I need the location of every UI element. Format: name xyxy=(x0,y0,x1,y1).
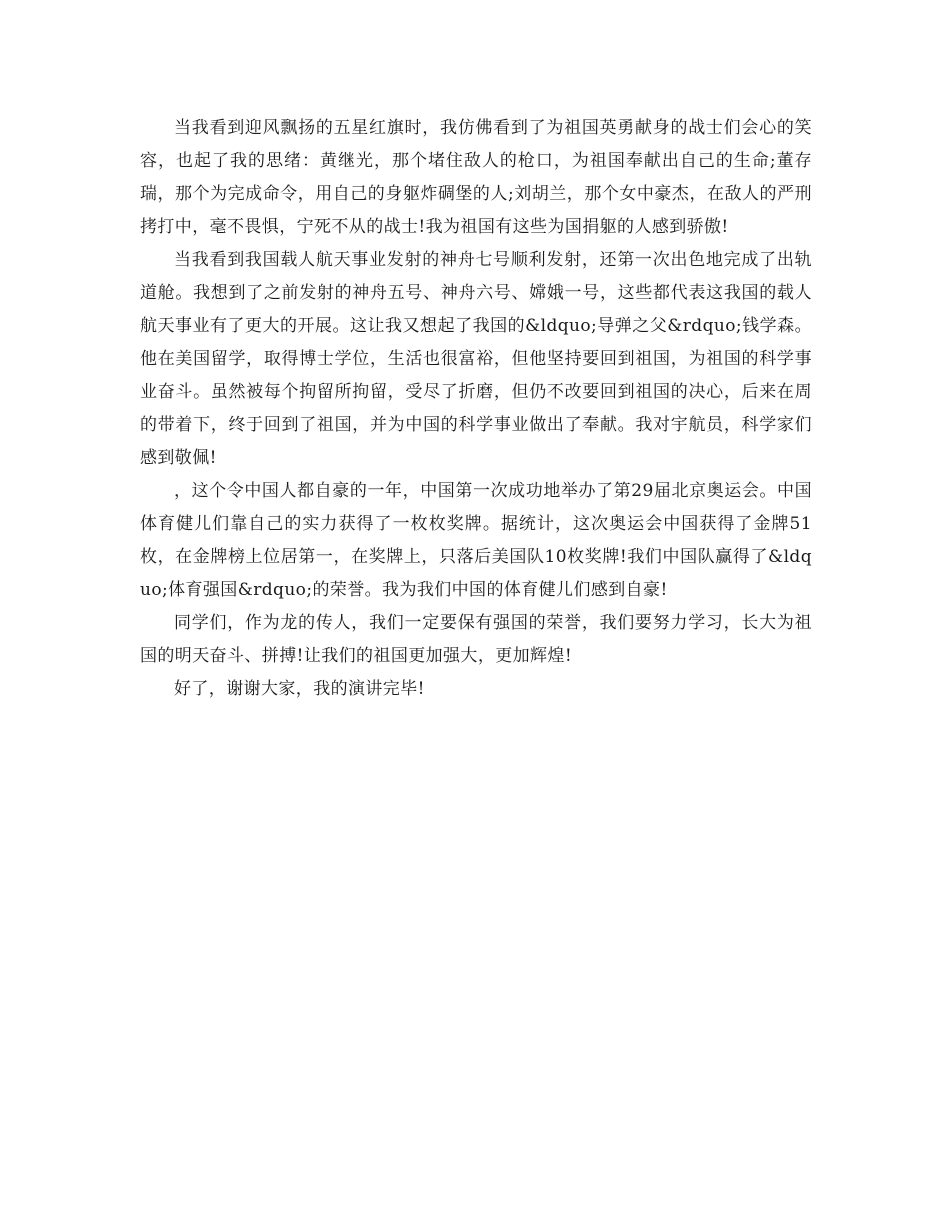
paragraph-5: 好了，谢谢大家，我的演讲完毕! xyxy=(174,679,425,699)
paragraph-2: 当我看到我国载人航天事业发射的神舟七号顺利发射，还第一次出色地完成了出轨道舱。我想到了之前发射的神舟五号、神舟六号、嫦娥一号，这些都代表这我国的载人航天事业有了更大的开展。这让我又想起了我国的&ldquo;导弹之父&rdquo;钱学森。他在美国留学，取得博士学位，生活也很富裕，但他坚持要回到祖国，为祖国的科学事业奋斗。虽然被每个拘留所拘留，受尽了折磨，但仍不改要回到祖国的决心，后来在周的带着下，终于回到了祖国，并为中国的科学事业做出了奉献。我对宇航员，科学家们感到敬佩! xyxy=(140,250,812,468)
document-body xyxy=(140,112,812,706)
paragraph-4: 同学们，作为龙的传人，我们一定要保有强国的荣誉，我们要努力学习，长大为祖国的明天奋斗、拼搏!让我们的祖国更加强大，更加辉煌! xyxy=(140,613,812,666)
paragraph-3: ，这个令中国人都自豪的一年，中国第一次成功地举办了第29届北京奥运会。中国体育健儿们靠自己的实力获得了一枚枚奖牌。据统计，这次奥运会中国获得了金牌51枚，在金牌榜上位居第一，在奖牌上，只落后美国队10枚奖牌!我们中国队赢得了&ldquo;体育强国&rdquo;的荣誉。我为我们中国的体育健儿们感到自豪! xyxy=(140,481,812,600)
paragraph-1: 当我看到迎风飘扬的五星红旗时，我仿佛看到了为祖国英勇献身的战士们会心的笑容，也起了我的思绪：黄继光，那个堵住敌人的枪口，为祖国奉献出自己的生命;董存瑞，那个为完成命令，用自己的身躯炸碉堡的人;刘胡兰，那个女中豪杰，在敌人的严刑拷打中，毫不畏惧，宁死不从的战士!我为祖国有这些为国捐躯的人感到骄傲! xyxy=(140,118,812,237)
